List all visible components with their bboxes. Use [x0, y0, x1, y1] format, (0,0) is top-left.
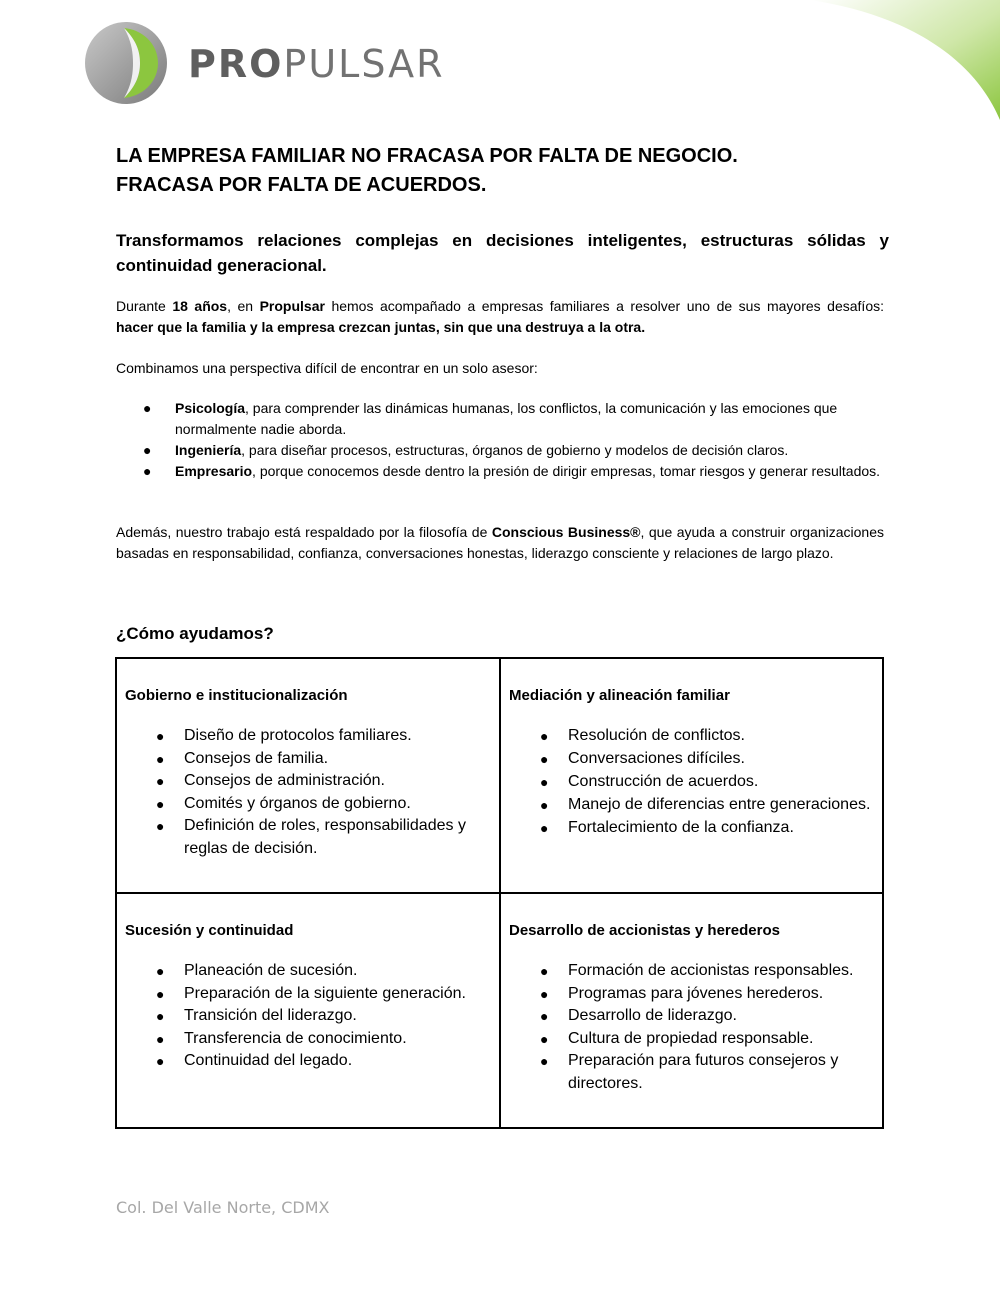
service-cell-governance [117, 659, 501, 894]
bullet-icon: ● [540, 985, 549, 1002]
service-item: Desarrollo de liderazgo. [568, 1007, 737, 1024]
service-cell-shareholders [501, 894, 884, 1127]
service-item: Preparación de la siguiente generación. [184, 984, 466, 1002]
list-item [125, 1050, 491, 1073]
service-title: Sucesión y continuidad [125, 922, 294, 939]
bullet-icon: ● [156, 963, 165, 979]
logo-pulsar: PULSAR [283, 42, 445, 86]
bullet-icon: ● [156, 818, 165, 834]
list-item [125, 960, 491, 983]
perspective-label: Ingeniería [175, 442, 242, 458]
philosophy-name: Conscious Business® [491, 524, 641, 540]
service-cell-mediation [501, 659, 884, 894]
service-cell-succession [117, 894, 501, 1127]
service-item: Planeación de sucesión. [184, 962, 358, 979]
corner-swoosh-decoration [800, 0, 1000, 130]
headline-line-1: LA EMPRESA FAMILIAR NO FRACASA POR FALTA DE NEGOCIO. [116, 145, 738, 167]
perspective-text: , para comprender las dinámicas humanas, los conflictos, la comunicación y las emociones que normalmente nadie aborda. [175, 400, 838, 437]
perspective-text: , para diseñar procesos, estructuras, órganos de gobierno y modelos de decisión claros. [241, 442, 789, 458]
intro-text-3: hemos acompañado a empresas familiares a resolver uno de sus mayores desafíos: [324, 298, 884, 314]
list-item [116, 440, 884, 461]
bullet-icon: ● [540, 728, 549, 744]
bullet-icon: ● [540, 963, 549, 979]
bullet-icon: ● [540, 820, 549, 836]
list-item [509, 1005, 876, 1028]
bullet-icon: ● [156, 1030, 165, 1047]
service-item: Resolución de conflictos. [568, 727, 745, 744]
intro-mission: hacer que la familia y la empresa crezcan juntas, sin que una destruya a la otra. [116, 319, 646, 335]
list-item [125, 770, 491, 793]
perspective-intro: Combinamos una perspectiva difícil de encontrar en un solo asesor: [116, 360, 538, 376]
logo-wordmark [188, 42, 445, 86]
service-list [125, 725, 491, 860]
services-table [115, 657, 884, 1129]
bullet-icon: ● [156, 750, 165, 767]
service-item: Programas para jóvenes herederos. [568, 984, 824, 1002]
service-item: Diseño de protocolos familiares. [184, 727, 412, 744]
perspective-list [116, 398, 884, 482]
list-item [125, 815, 491, 860]
intro-years: 18 años [172, 298, 228, 314]
list-item [509, 817, 876, 840]
subheadline: Transformamos relaciones complejas en decisiones inteligentes, estructuras sólidas y continuidad generacional. [116, 231, 889, 275]
service-item: Transferencia de conocimiento. [184, 1029, 407, 1047]
list-item [125, 725, 491, 748]
service-item: Continuidad del legado. [184, 1052, 353, 1069]
bullet-icon: ● [540, 1030, 549, 1047]
list-item [509, 794, 876, 817]
list-item [125, 793, 491, 816]
philosophy-paragraph [116, 522, 884, 564]
intro-text-2: , en [227, 298, 260, 314]
service-item: Preparación para futuros consejeros y directores. [568, 1052, 839, 1092]
bullet-icon: ● [540, 751, 549, 767]
service-title: Desarrollo de accionistas y herederos [509, 922, 780, 939]
list-item [509, 983, 876, 1006]
list-item [125, 983, 491, 1006]
service-item: Consejos de administración. [184, 772, 385, 789]
footer-address: Col. Del Valle Norte, CDMX [116, 1198, 330, 1217]
bullet-icon: ● [143, 463, 152, 479]
list-item [509, 771, 876, 794]
service-list [509, 960, 876, 1095]
philosophy-text-2: , que ayuda a construir organizaciones basadas en responsabilidad, confianza, conversaciones honestas, liderazgo consciente y relaciones de largo plazo. [116, 524, 884, 561]
service-item: Consejos de familia. [184, 749, 329, 767]
service-item: Fortalecimiento de la confianza. [568, 819, 794, 836]
philosophy-text-1: Además, nuestro trabajo está respaldado por la filosofía de [116, 524, 492, 540]
intro-line-1 [116, 296, 884, 317]
service-item: Comités y órganos de gobierno. [184, 794, 411, 812]
bullet-icon: ● [156, 773, 165, 789]
bullet-icon: ● [540, 774, 549, 790]
service-title: Gobierno e institucionalización [125, 687, 348, 704]
section-title: ¿Cómo ayudamos? [116, 624, 274, 643]
list-item [125, 1028, 491, 1051]
service-item: Definición de roles, responsabilidades y reglas de decisión. [184, 817, 466, 857]
list-item [116, 398, 884, 440]
service-list [125, 960, 491, 1073]
logo-mark-icon [84, 20, 174, 106]
service-list [509, 725, 876, 840]
bullet-icon: ● [540, 1053, 549, 1069]
list-item [509, 960, 876, 983]
bullet-icon: ● [156, 1008, 165, 1024]
bullet-icon: ● [156, 795, 165, 812]
page-headline [116, 142, 896, 200]
intro-company: Propulsar [259, 298, 325, 314]
list-item [509, 1028, 876, 1051]
service-item: Conversaciones difíciles. [568, 750, 745, 767]
perspective-label: Psicología [175, 400, 246, 416]
intro-paragraph [116, 296, 884, 338]
list-item [125, 748, 491, 771]
bullet-icon: ● [156, 985, 165, 1002]
service-title: Mediación y alineación familiar [509, 687, 730, 704]
bullet-icon: ● [156, 728, 165, 744]
bullet-icon: ● [540, 1008, 549, 1024]
service-item: Transición del liderazgo. [184, 1007, 357, 1024]
list-item [509, 725, 876, 748]
list-item [116, 461, 884, 482]
propulsar-logo [84, 20, 444, 106]
intro-text-1: Durante [116, 298, 173, 314]
perspective-text: , porque conocemos desde dentro la presión de dirigir empresas, tomar riesgos y generar resultados. [252, 463, 881, 479]
service-item: Manejo de diferencias entre generaciones. [568, 796, 871, 813]
bullet-icon: ● [540, 797, 549, 813]
service-item: Construcción de acuerdos. [568, 773, 759, 790]
bullet-icon: ● [156, 1053, 165, 1069]
list-item [509, 748, 876, 771]
service-item: Cultura de propiedad responsable. [568, 1029, 814, 1047]
service-item: Formación de accionistas responsables. [568, 962, 854, 979]
logo-pro: PRO [188, 42, 284, 86]
headline-line-2: FRACASA POR FALTA DE ACUERDOS. [116, 174, 487, 196]
list-item [125, 1005, 491, 1028]
list-item [509, 1050, 876, 1095]
perspective-label: Empresario [175, 463, 253, 479]
bullet-icon: ● [143, 442, 152, 458]
bullet-icon: ● [143, 400, 152, 416]
